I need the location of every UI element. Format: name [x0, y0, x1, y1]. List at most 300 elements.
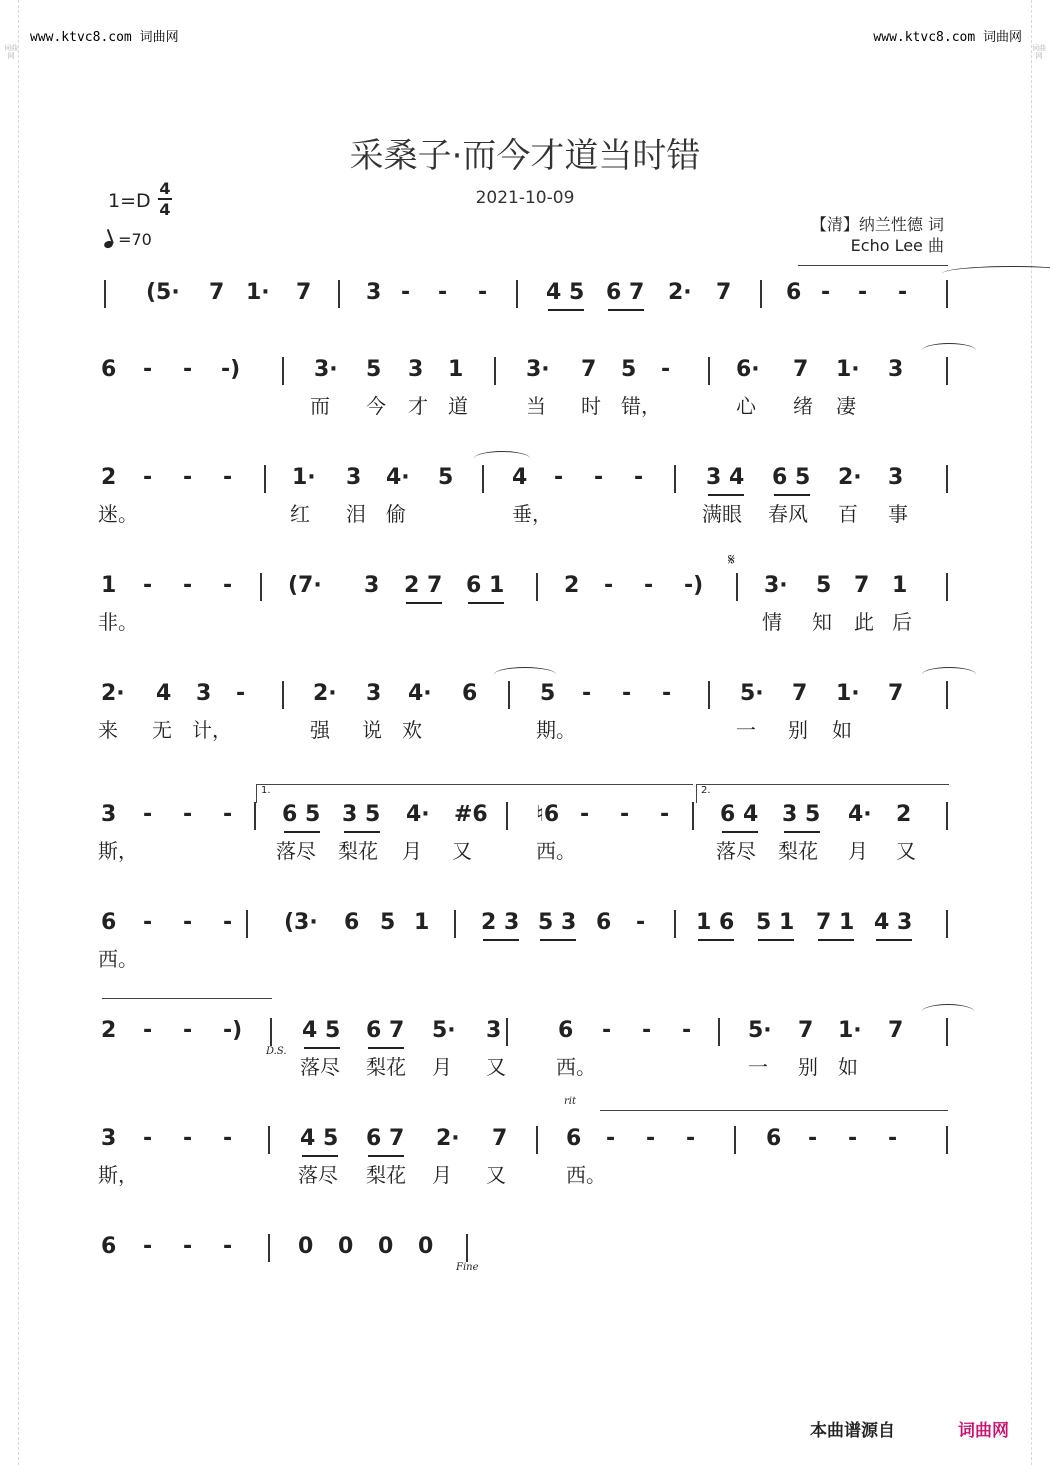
dash-note: -: [634, 465, 644, 490]
note: 5 3: [538, 910, 577, 935]
lyric-syllable: 无: [152, 718, 172, 742]
barline: [946, 357, 948, 385]
dash-note: -: [580, 802, 590, 827]
lyric-syllable: 此: [854, 610, 874, 634]
dash-note: -: [223, 910, 233, 935]
right-watermark-strip: [1031, 0, 1046, 1465]
note-row: [96, 278, 956, 308]
song-date: 2021-10-09: [475, 188, 575, 208]
barline: [692, 802, 694, 830]
lyric-syllable: 事: [888, 502, 908, 526]
note: 3·: [526, 357, 550, 382]
lyric-syllable: 说: [362, 718, 382, 742]
dash-note: -: [602, 1018, 612, 1043]
note: 0: [418, 1234, 434, 1259]
lyric-syllable: 迷。: [98, 502, 138, 526]
lyric-syllable: 绪: [793, 394, 813, 418]
note: 3: [364, 573, 380, 598]
note: 1·: [246, 280, 270, 305]
dash-note: -: [183, 910, 193, 935]
note: 6: [558, 1018, 574, 1043]
note: 3: [346, 465, 362, 490]
note: -): [221, 357, 241, 382]
note: 5: [816, 573, 832, 598]
composer-credit: Echo Lee 曲: [850, 236, 944, 255]
lyric-syllable: 当: [526, 394, 546, 418]
note: 7: [296, 280, 312, 305]
dash-note: -: [143, 1234, 153, 1259]
dash-note: -: [642, 1018, 652, 1043]
dash-note: -: [478, 280, 488, 305]
note: 2·: [101, 681, 125, 706]
tie-slur: [922, 667, 976, 682]
barline: [946, 280, 948, 308]
rit-extension-line: [600, 1110, 948, 1111]
beam-underline: [468, 602, 504, 604]
barline: [282, 681, 284, 709]
beam-underline: [540, 939, 576, 941]
lyric-row: [96, 838, 956, 864]
note: 1·: [836, 357, 860, 382]
barline: [946, 681, 948, 709]
note: 2·: [436, 1126, 460, 1151]
lyric-row: [96, 1054, 956, 1080]
dash-note: -: [143, 1126, 153, 1151]
dash-note: -: [143, 573, 153, 598]
lyric-syllable: 落尽: [716, 839, 756, 863]
lyric-row: [96, 393, 956, 419]
lyric-syllable: 梨花: [778, 839, 818, 863]
dash-note: -: [143, 465, 153, 490]
lyric-syllable: 红: [290, 502, 310, 526]
note: 3: [408, 357, 424, 382]
dash-note: -: [622, 681, 632, 706]
note: 6: [786, 280, 802, 305]
note: 6: [344, 910, 360, 935]
lyric-syllable: 月: [432, 1055, 452, 1079]
lyric-syllable: 梨花: [366, 1055, 406, 1079]
lyric-syllable: 月: [432, 1163, 452, 1187]
barline: [508, 681, 510, 709]
barline: [946, 465, 948, 493]
dash-note: -: [620, 802, 630, 827]
lyric-syllable: 后: [892, 610, 912, 634]
lyric-syllable: 百: [838, 502, 858, 526]
lyric-syllable: 非。: [98, 610, 138, 634]
barline: [718, 1018, 720, 1046]
dash-note: -: [223, 1234, 233, 1259]
note: 5: [540, 681, 556, 706]
lyric-syllable: 落尽: [276, 839, 316, 863]
tie-slur: [494, 667, 556, 682]
time-signature: [158, 180, 172, 218]
beam-underline: [368, 1047, 404, 1049]
note: 0: [338, 1234, 354, 1259]
dash-note: -: [594, 465, 604, 490]
lyric-syllable: 一: [736, 718, 756, 742]
note: 1·: [838, 1018, 862, 1043]
note: 5: [621, 357, 637, 382]
note: 7: [888, 681, 904, 706]
note: 3·: [764, 573, 788, 598]
tempo-marking: [104, 230, 152, 249]
barline: [466, 1234, 468, 1262]
note: 3: [196, 681, 212, 706]
barline: [506, 1018, 508, 1046]
note: 3 5: [342, 802, 381, 827]
note: 6: [566, 1126, 582, 1151]
note: 4: [156, 681, 172, 706]
note: 1: [892, 573, 908, 598]
beam-underline: [368, 1155, 404, 1157]
ds-marking: D.S.: [266, 1046, 287, 1057]
note: 0: [298, 1234, 314, 1259]
time-bottom: 4: [159, 200, 171, 219]
note: 4·: [848, 802, 872, 827]
site-url-right[interactable]: www.ktvc8.com 词曲网: [873, 30, 1022, 45]
barline: [736, 573, 738, 601]
dash-note: -: [438, 280, 448, 305]
lyric-syllable: 春风: [768, 502, 808, 526]
note: 2 7: [404, 573, 443, 598]
barline: [946, 1018, 948, 1046]
note-row: [96, 1124, 956, 1154]
note: 7 1: [816, 910, 855, 935]
barline: [516, 280, 518, 308]
note: 7: [793, 357, 809, 382]
note: 2·: [668, 280, 692, 305]
dash-note: -: [143, 357, 153, 382]
barline: [674, 910, 676, 938]
dash-note: -: [223, 802, 233, 827]
note: 2: [101, 465, 117, 490]
lyric-row: [96, 609, 956, 635]
note-row: [96, 1232, 956, 1262]
lyric-syllable: 满眼: [702, 502, 742, 526]
lyric-syllable: 西。: [556, 1055, 596, 1079]
lyric-syllable: 梨花: [366, 1163, 406, 1187]
note: 7: [888, 1018, 904, 1043]
dash-note: -: [223, 1126, 233, 1151]
volta-bracket: [696, 784, 949, 803]
note: 3: [486, 1018, 502, 1043]
tie-slur: [474, 451, 530, 466]
lyric-syllable: 计，: [192, 718, 232, 742]
lyric-syllable: 期。: [536, 718, 576, 742]
dash-note: -: [183, 573, 193, 598]
note: 5·: [740, 681, 764, 706]
lyric-syllable: 时: [581, 394, 601, 418]
beam-underline: [722, 831, 758, 833]
volta-label: 2.: [701, 785, 711, 796]
dash-note: -: [183, 1126, 193, 1151]
lyric-syllable: 斯，: [98, 1163, 138, 1187]
barline: [536, 1126, 538, 1154]
beam-underline: [483, 939, 519, 941]
barline: [454, 910, 456, 938]
barline: [946, 573, 948, 601]
note-row: [96, 800, 956, 830]
barline: [282, 357, 284, 385]
volta-label: 1.: [261, 785, 271, 796]
dash-note: -: [848, 1126, 858, 1151]
dash-note: -: [183, 1234, 193, 1259]
barline: [734, 1126, 736, 1154]
quarter-note-icon: [103, 240, 114, 250]
note: 1 6: [696, 910, 735, 935]
beam-underline: [548, 309, 584, 311]
lyric-row: [96, 501, 956, 527]
lyric-syllable: 道: [448, 394, 468, 418]
dash-note: -: [636, 910, 646, 935]
barline: [268, 1126, 270, 1154]
lyric-syllable: 又: [896, 839, 916, 863]
lyric-syllable: 今: [366, 394, 386, 418]
beam-underline: [304, 1047, 340, 1049]
barline: [494, 357, 496, 385]
lyric-syllable: 如: [832, 718, 852, 742]
note: 0: [378, 1234, 394, 1259]
lyric-syllable: 心: [736, 394, 756, 418]
footer-source-label: 本曲谱源自: [810, 1421, 895, 1441]
note: (3·: [284, 910, 318, 935]
note: 1: [448, 357, 464, 382]
barline: [760, 280, 762, 308]
note: 1·: [292, 465, 316, 490]
left-watermark-strip: [4, 0, 19, 1465]
note: 5: [366, 357, 382, 382]
note: (5·: [146, 280, 180, 305]
lyric-syllable: 月: [848, 839, 868, 863]
note: #6: [454, 802, 488, 827]
lyric-syllable: 来: [98, 718, 118, 742]
note: 3: [888, 357, 904, 382]
beam-underline: [344, 831, 380, 833]
lyric-syllable: 落尽: [300, 1055, 340, 1079]
lyric-syllable: 知: [812, 610, 832, 634]
note: 6 7: [366, 1126, 405, 1151]
note: 3: [366, 681, 382, 706]
note: 5: [380, 910, 396, 935]
barline: [708, 357, 710, 385]
lyric-syllable: 落尽: [298, 1163, 338, 1187]
tie-slur: [922, 1004, 974, 1019]
note: 3·: [314, 357, 338, 382]
dash-note: -: [183, 1018, 193, 1043]
lyric-syllable: 月: [402, 839, 422, 863]
fine-marking: Fine: [456, 1262, 479, 1273]
segno-sign: 𝄋: [728, 550, 735, 569]
note: 4 5: [300, 1126, 339, 1151]
lyric-syllable: 泪: [346, 502, 366, 526]
dash-note: -: [143, 1018, 153, 1043]
side-watermark: 词曲网: [4, 44, 18, 60]
note: 7: [798, 1018, 814, 1043]
side-watermark: 词曲网: [1032, 44, 1046, 60]
barline: [246, 910, 248, 938]
dash-note: -: [682, 1018, 692, 1043]
beam-underline: [608, 309, 644, 311]
dash-note: -: [223, 465, 233, 490]
dash-note: -: [143, 802, 153, 827]
lyric-syllable: 又: [452, 839, 472, 863]
note: 4 3: [874, 910, 913, 935]
note: 2: [101, 1018, 117, 1043]
note: 3 4: [706, 465, 745, 490]
lyric-syllable: 西。: [566, 1163, 606, 1187]
site-url-left[interactable]: www.ktvc8.com 词曲网: [30, 30, 179, 45]
time-top: 4: [159, 179, 171, 198]
dash-note: -: [183, 465, 193, 490]
note: 3 5: [782, 802, 821, 827]
dash-note: -: [858, 280, 868, 305]
lyric-syllable: 凄: [836, 394, 856, 418]
tempo-value: =70: [118, 230, 152, 249]
lyric-syllable: 斯，: [98, 839, 138, 863]
note: -): [684, 573, 704, 598]
beam-underline: [818, 939, 854, 941]
lyric-syllable: 梨花: [338, 839, 378, 863]
note: 6·: [736, 357, 760, 382]
note-row: [96, 908, 956, 938]
barline: [946, 910, 948, 938]
barline: [264, 465, 266, 493]
dash-note: -: [686, 1126, 696, 1151]
dash-note: -: [898, 280, 908, 305]
note: 2·: [313, 681, 337, 706]
dash-note: -: [888, 1126, 898, 1151]
note: 3: [888, 465, 904, 490]
key-signature: 1=D: [108, 190, 151, 212]
dash-note: -: [644, 573, 654, 598]
barline: [946, 802, 948, 830]
note: 5: [438, 465, 454, 490]
note: 5·: [748, 1018, 772, 1043]
barline: [104, 280, 106, 308]
lyric-syllable: 偷: [386, 502, 406, 526]
note: 2·: [838, 465, 862, 490]
barline: [506, 802, 508, 830]
volta-bracket: [256, 784, 693, 803]
lyric-row: [96, 717, 956, 743]
lyric-syllable: 强: [310, 718, 330, 742]
dash-note: -: [183, 357, 193, 382]
dash-note: -: [236, 681, 246, 706]
lyric-syllable: 欢: [402, 718, 422, 742]
dash-note: -: [660, 802, 670, 827]
beam-underline: [284, 831, 320, 833]
rit-marking: rit: [564, 1096, 576, 1107]
dash-note: -: [143, 910, 153, 935]
note: (7·: [288, 573, 322, 598]
beam-underline: [302, 1155, 338, 1157]
lyric-syllable: 错，: [621, 394, 661, 418]
note: -): [223, 1018, 243, 1043]
beam-underline: [774, 494, 810, 496]
beam-underline: [784, 831, 820, 833]
dash-note: -: [821, 280, 831, 305]
note: 7: [581, 357, 597, 382]
barline: [536, 573, 538, 601]
note: 4 5: [302, 1018, 341, 1043]
barline: [338, 280, 340, 308]
note-row: [96, 571, 956, 601]
lyric-syllable: 才: [408, 394, 428, 418]
barline: [270, 1018, 272, 1046]
dash-note: -: [646, 1126, 656, 1151]
note: 6: [101, 1234, 117, 1259]
dash-note: -: [604, 573, 614, 598]
note: 1: [414, 910, 430, 935]
lyricist-credit: 【清】纳兰性德 词: [810, 215, 944, 234]
dash-note: -: [808, 1126, 818, 1151]
lyric-syllable: 如: [838, 1055, 858, 1079]
note: 4 5: [546, 280, 585, 305]
note: 6 7: [606, 280, 645, 305]
barline: [254, 802, 256, 830]
barline: [708, 681, 710, 709]
beam-underline: [406, 602, 442, 604]
lyric-row: [96, 1162, 956, 1188]
note: 1·: [836, 681, 860, 706]
note-row: [96, 463, 956, 493]
lyric-syllable: 别: [798, 1055, 818, 1079]
note: 2 3: [481, 910, 520, 935]
note: 6 5: [772, 465, 811, 490]
dash-note: -: [183, 802, 193, 827]
barline: [482, 465, 484, 493]
note: 5 1: [756, 910, 795, 935]
tie-slur: [922, 343, 976, 358]
note: 4·: [408, 681, 432, 706]
lyric-syllable: 西。: [98, 947, 138, 971]
beam-underline: [698, 939, 734, 941]
note: 6: [766, 1126, 782, 1151]
footer-source-site[interactable]: 词曲网: [958, 1421, 1009, 1441]
note: 7: [209, 280, 225, 305]
note: 6: [101, 910, 117, 935]
tie-slur: [942, 266, 1050, 281]
dash-note: -: [662, 681, 672, 706]
note: 2: [896, 802, 912, 827]
dash-note: -: [606, 1126, 616, 1151]
note: 6 7: [366, 1018, 405, 1043]
lyric-syllable: 西。: [536, 839, 576, 863]
note: 7: [792, 681, 808, 706]
barline: [260, 573, 262, 601]
note: 5·: [432, 1018, 456, 1043]
barline: [268, 1234, 270, 1262]
lyric-syllable: 别: [788, 718, 808, 742]
note: 6 4: [720, 802, 759, 827]
beam-underline: [876, 939, 912, 941]
note: 7: [716, 280, 732, 305]
dash-note: -: [223, 573, 233, 598]
beam-underline: [708, 494, 744, 496]
beam-underline: [758, 939, 794, 941]
barline: [946, 1126, 948, 1154]
dash-note: -: [554, 465, 564, 490]
note: 6 5: [282, 802, 321, 827]
dash-note: -: [582, 681, 592, 706]
lyric-syllable: 垂，: [512, 502, 552, 526]
note: 4·: [406, 802, 430, 827]
note: 6: [101, 357, 117, 382]
note: 4·: [386, 465, 410, 490]
note: 3: [366, 280, 382, 305]
note: 1: [101, 573, 117, 598]
note: 4: [512, 465, 528, 490]
